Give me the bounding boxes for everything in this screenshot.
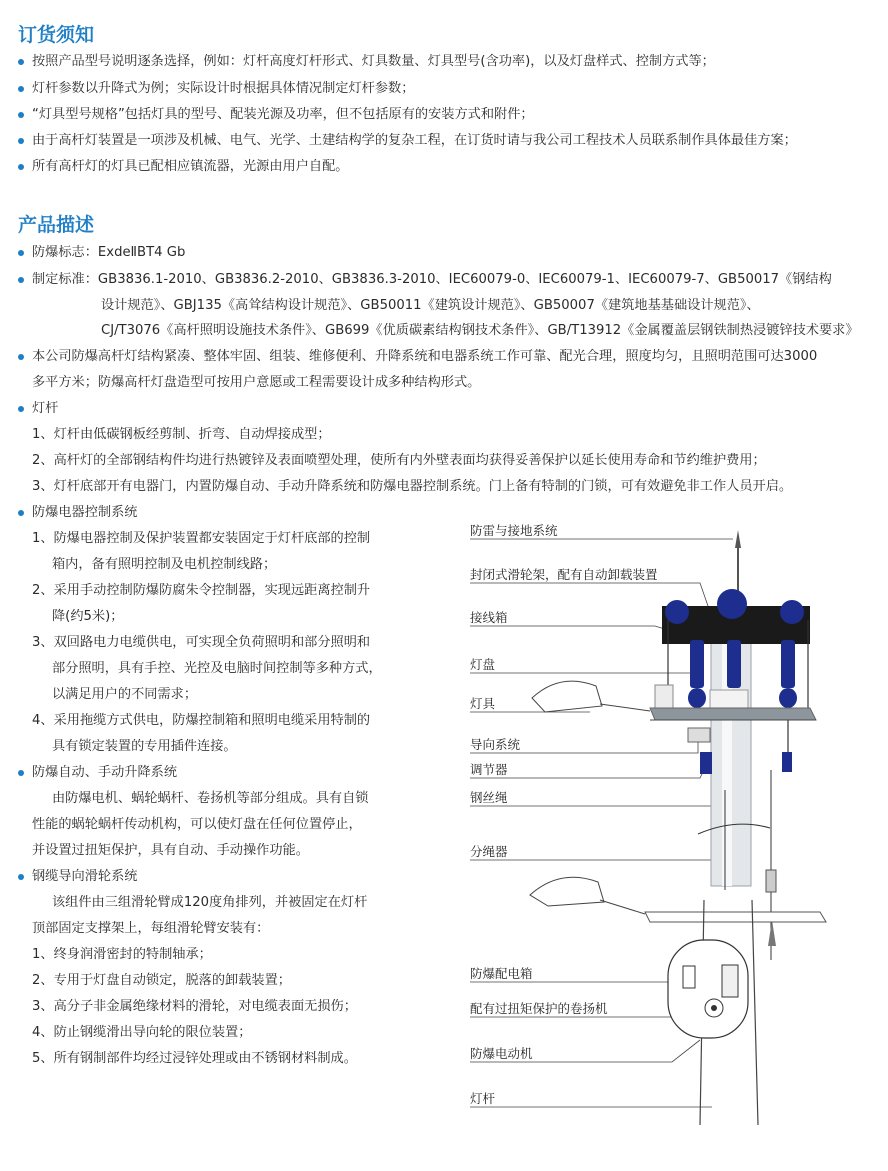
column: [781, 640, 795, 688]
electric-title: 防爆电器控制系统: [32, 505, 138, 520]
column-end: [688, 688, 706, 708]
motor-axle: [711, 1005, 717, 1011]
pulley-line: 1、终身润滑密封的特制轴承；: [32, 947, 212, 962]
list-item: “灯具型号规格”包括灯具的型号、配装光源及功率，但不包括原有的安装方式和附件；: [32, 107, 534, 122]
power-box: [683, 966, 695, 988]
lamp-fixture-lower: [530, 877, 604, 906]
label-pole: 灯杆: [470, 1091, 496, 1106]
lamp-arm: [600, 704, 650, 711]
electric-line: 4、采用拖缆方式供电，防爆控制箱和照明电缆采用特制的: [32, 713, 371, 728]
list-item: 所有高杆灯的灯具已配相应镇流器，光源由用户自配。: [32, 159, 349, 174]
pulley-title: 钢缆导向滑轮系统: [32, 869, 138, 884]
electric-line: 降(约5米)；: [52, 609, 124, 624]
lift-line: 由防爆电机、蜗轮蜗杆、卷扬机等部分组成。具有自锁: [52, 791, 369, 806]
rope-hook: [768, 920, 776, 946]
ballast-box: [710, 690, 748, 708]
company-line: 多平方米；防爆高杆灯盘造型可按用户意愿或工程需要设计成多种结构形式。: [32, 375, 481, 390]
electric-line: 部分照明，具有手控、光控及电脑时间控制等多种方式，: [52, 661, 382, 676]
junction-box: [655, 685, 673, 709]
pulley-wheels: [665, 589, 804, 624]
pulley-wheel: [780, 600, 804, 624]
list-item: 由于高杆灯装置是一项涉及机械、电气、光学、土建结构学的复杂工程，在订货时请与我公司工程技术人员联系制作具体最佳方案；: [32, 133, 797, 148]
pole-line: 3、灯杆底部开有电器门，内置防爆自动、手动升降系统和防爆电器控制系统。门上备有特制的门锁，可有效避免非工作人员开启。: [32, 479, 793, 494]
pulley-wheel: [717, 589, 747, 619]
label-lamp: 灯具: [470, 696, 496, 711]
lift-title: 防爆自动、手动升降系统: [32, 765, 178, 780]
electric-line: 以满足用户的不同需求；: [52, 687, 198, 702]
pulley-line: 顶部固定支撑架上，每组滑轮臂安装有：: [32, 921, 270, 936]
standards-line: CJ/T3076《高杆照明设施技术条件》、GB699《优质碳素结构钢技术条件》、GB/T13912《金属覆盖层钢铁制热浸镀锌技术要求》: [101, 323, 859, 338]
lift-line: 性能的蜗轮蜗杆传动机构，可以使灯盘在任何位置停止，: [32, 817, 362, 832]
electric-line: 1、防爆电器控制及保护装置都安装固定于灯杆底部的控制: [32, 531, 371, 546]
lightning-rod-tip: [735, 530, 741, 548]
pole-line: 2、高杆灯的全部钢结构件均进行热镀锌及表面喷塑处理，使所有内外壁表面均获得妥善保护以延长使用寿命和节约维护费用；: [32, 453, 766, 468]
company-line: 本公司防爆高杆灯结构紧凑、整体牢固、组装、维修便利、升降系统和电器系统工作可靠、配光合理，照度均匀，且照明范围可达3000: [32, 349, 818, 364]
label-wire-rope: 钢丝绳: [470, 790, 508, 805]
leader-rope-splitter: [470, 838, 731, 860]
label-pulley-frame: 封闭式滑轮架，配有自动卸载装置: [470, 567, 658, 582]
pole-line: 1、灯杆由低碳钢板经剪制、折弯、自动焊接成型；: [32, 427, 331, 442]
pulley-line: 4、防止钢缆滑出导向轮的限位装置；: [32, 1025, 252, 1040]
label-lamp-disc: 灯盘: [470, 657, 496, 672]
electric-line: 具有锁定装置的专用插件连接。: [52, 739, 237, 754]
explosion-mark: 防爆标志：ExdeⅡBT4 Gb: [32, 245, 186, 260]
lamp-disc: [650, 708, 816, 720]
lamp-arm-lower: [600, 900, 645, 914]
standards-line: 制定标准：GB3836.1-2010、GB3836.2-2010、GB3836.3-2010、IEC60079-0、IEC60079-1、IEC60079-7、GB50017《钢结构: [32, 272, 832, 287]
list-item: 按照产品型号说明逐条选择，例如：灯杆高度灯杆形式、灯具数量、灯具型号(含功率)，以及灯盘样式、控制方式等；: [32, 54, 715, 69]
label-lightning-grounding: 防雷与接地系统: [470, 523, 558, 538]
label-regulator: 调节器: [470, 762, 508, 777]
electric-line: 3、双回路电力电缆供电，可实现全负荷照明和部分照明和: [32, 635, 371, 650]
column-end: [779, 688, 797, 708]
regulator: [700, 752, 712, 774]
label-motor: 防爆电动机: [470, 1046, 533, 1061]
winch: [722, 965, 738, 997]
electric-line: 2、采用手动控制防爆防腐朱令控制器，实现远距离控制升: [32, 583, 371, 598]
electric-line: 箱内，备有照明控制及电机控制线路；: [52, 557, 277, 572]
pulley-line: 该组件由三组滑轮臂成120度角排列，并被固定在灯杆: [52, 895, 368, 910]
standards-line: 设计规范》、GBJ135《高耸结构设计规范》、GB50011《建筑设计规范》、GB50007《建筑地基基础设计规范》、: [101, 298, 760, 313]
lift-line: 并设置过扭矩保护，具有自动、手动操作功能。: [32, 843, 309, 858]
pulley-line: 2、专用于灯盘自动锁定，脱落的卸载装置；: [32, 973, 291, 988]
lamp-fixture: [532, 681, 602, 712]
rope-splitter: [766, 870, 776, 892]
guide-system: [688, 728, 710, 742]
list-item: 灯杆参数以升降式为例；实际设计时根据具体情况制定灯杆参数；: [32, 81, 415, 96]
section-title-order-notes: 订货须知: [18, 24, 95, 46]
label-power-box: 防爆配电箱: [470, 966, 533, 981]
pulley-line: 3、高分子非金属绝缘材料的滑轮，对电缆表面无损伤；: [32, 999, 357, 1014]
label-junction-box: 接线箱: [470, 610, 508, 625]
pulley-line: 5、所有钢制部件均经过浸锌处理或由不锈钢材料制成。: [32, 1051, 357, 1066]
label-guide-system: 导向系统: [470, 737, 521, 752]
lamp-disc-lower: [645, 912, 826, 922]
label-winch: 配有过扭矩保护的卷扬机: [470, 1001, 608, 1016]
label-rope-splitter: 分绳器: [470, 844, 508, 859]
regulator-right: [782, 752, 792, 772]
column: [690, 640, 704, 688]
section-title-product-description: 产品描述: [18, 214, 95, 236]
pole-title: 灯杆: [32, 401, 59, 416]
column: [727, 640, 741, 688]
